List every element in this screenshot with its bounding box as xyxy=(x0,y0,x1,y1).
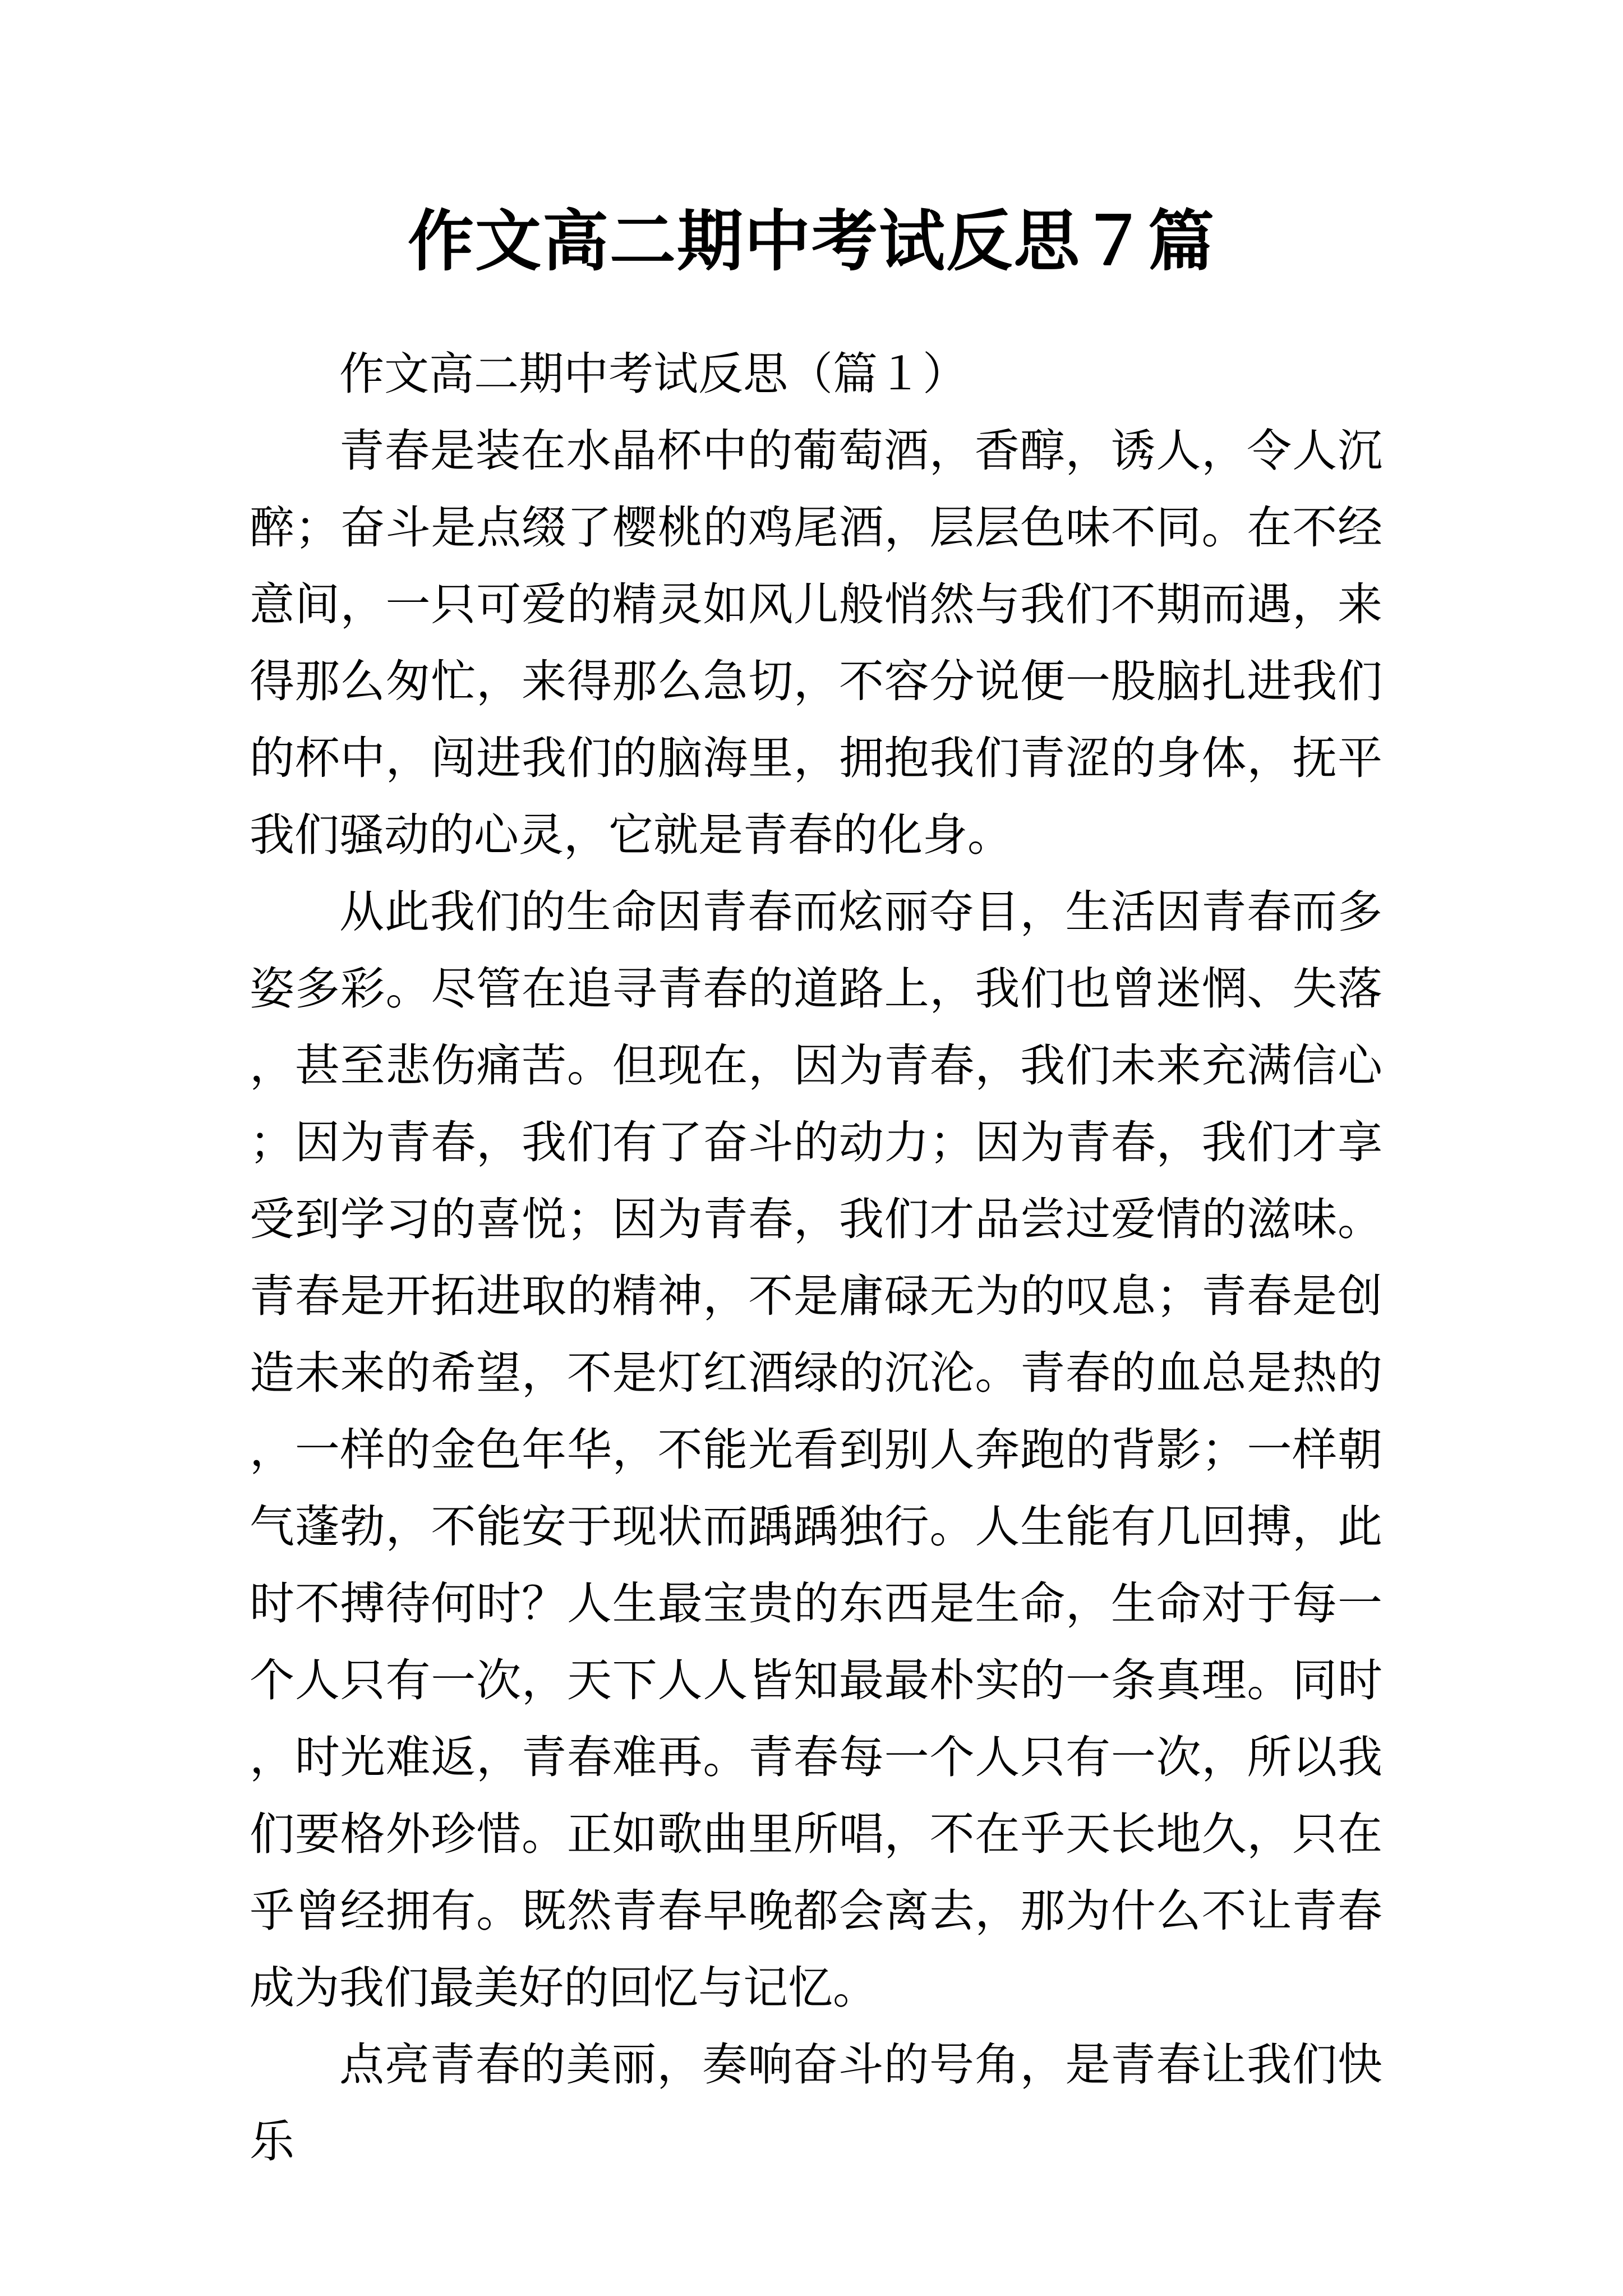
paragraph-2: 从此我们的生命因青春而炫丽夺目，生活因青春而多姿多彩。尽管在追寻青春的道路上，我们也曾迷惘、失落，甚至悲伤痛苦。但现在，因为青春，我们未来充满信心；因为青春，我们有了奋斗的动力；因为青春，我们才享受到学习的喜悦；因为青春，我们才品尝过爱情的滋味。青春是开拓进取的精神，不是庸碌无为的叹息；青春是创造未来的希望，不是灯红酒绿的沉沦。青春的血总是热的，一样的金色年华，不能光看到别人奔跑的背影；一样朝气蓬勃，不能安于现状而踽踽独行。人生能有几回搏，此时不搏待何时？人生最宝贵的东西是生命，生命对于每一个人只有一次，天下人人皆知最最朴实的一条真理。同时，时光难返，青春难再。青春每一个人只有一次，所以我们要格外珍惜。正如歌曲里所唱，不在乎天长地久，只在乎曾经拥有。既然青春早晚都会离去，那为什么不让青春成为我们最美好的回忆与记忆。 xyxy=(250,886,1382,2014)
document-body xyxy=(250,335,1382,2180)
paragraph-3: 点亮青春的美丽，奏响奋斗的号角，是青春让我们快乐 xyxy=(250,2039,1382,2168)
document-title: 作文高二期中考试反思７篇 xyxy=(407,202,1215,280)
section-heading: 作文高二期中考试反思（篇１） xyxy=(339,348,967,400)
paragraph-1: 青春是装在水晶杯中的葡萄酒，香醇，诱人，令人沉醉；奋斗是点缀了樱桃的鸡尾酒，层层色味不同。在不经意间，一只可爱的精灵如风儿般悄然与我们不期而遇，来得那么匆忙，来得那么急切，不容分说便一股脑扎进我们的杯中，闯进我们的脑海里，拥抱我们青涩的身体，抚平我们骚动的心灵，它就是青春的化身。 xyxy=(250,425,1382,861)
